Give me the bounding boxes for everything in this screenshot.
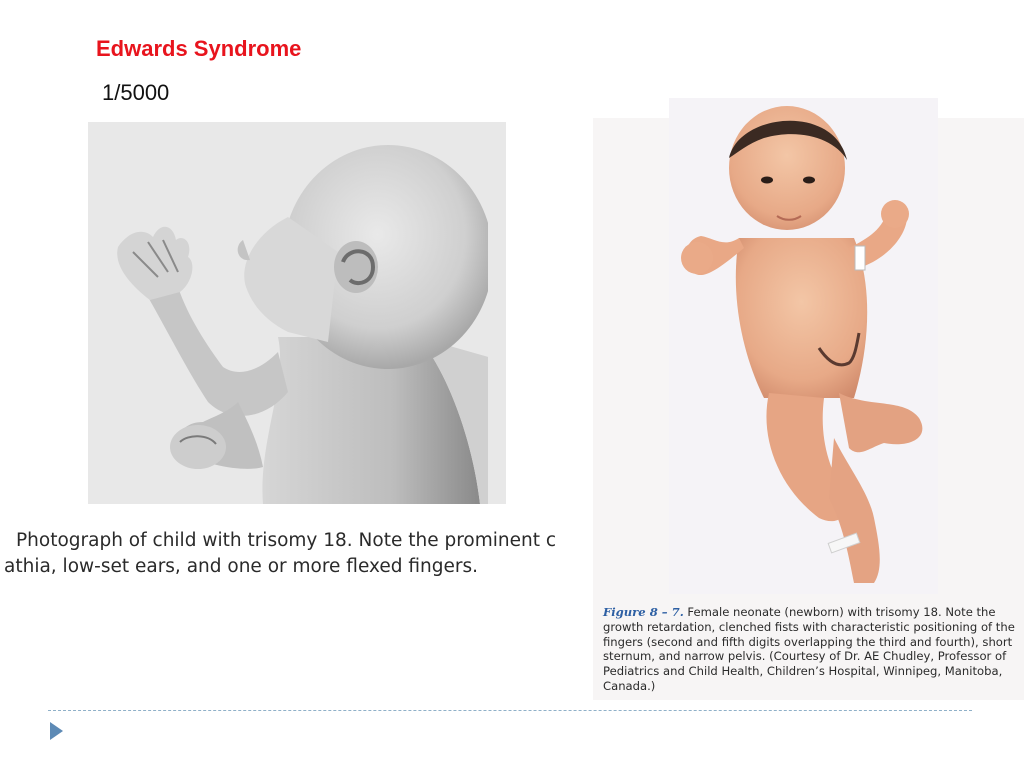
arrow-right-icon (50, 722, 63, 740)
figure-label: Figure 8 – 7. (603, 605, 684, 619)
right-caption-line-4: sternum, and narrow pelvis. (Courtesy of Dr. AE Chudley, Professor of (603, 649, 1007, 664)
left-caption-line-2: athia, low-set ears, and one or more flexed fingers. (4, 556, 479, 577)
right-caption-line-3: fingers (second and fifth digits overlapping the third and fourth), short (603, 634, 1013, 649)
left-photo (88, 122, 506, 504)
right-caption-text-1: Female neonate (newborn) with trisomy 18. Note the (683, 605, 996, 619)
right-photo (669, 98, 938, 594)
right-caption-line-5: Pediatrics and Child Health, Children’s Hospital, Winnipeg, Manitoba, (603, 664, 1003, 679)
slide-title: Edwards Syndrome (96, 36, 302, 61)
footer-divider (48, 710, 972, 711)
right-caption-line-1 (603, 605, 1003, 620)
right-caption-line-6: Canada.) (603, 678, 656, 693)
left-photo-caption (0, 528, 590, 580)
right-caption-line-2: growth retardation, clenched fists with characteristic positioning of the (603, 619, 1015, 634)
right-photo-caption (603, 605, 1015, 694)
left-caption-line-1: Photograph of child with trisomy 18. Note the prominent c (16, 530, 557, 551)
slide-subtitle: 1/5000 (102, 80, 170, 105)
